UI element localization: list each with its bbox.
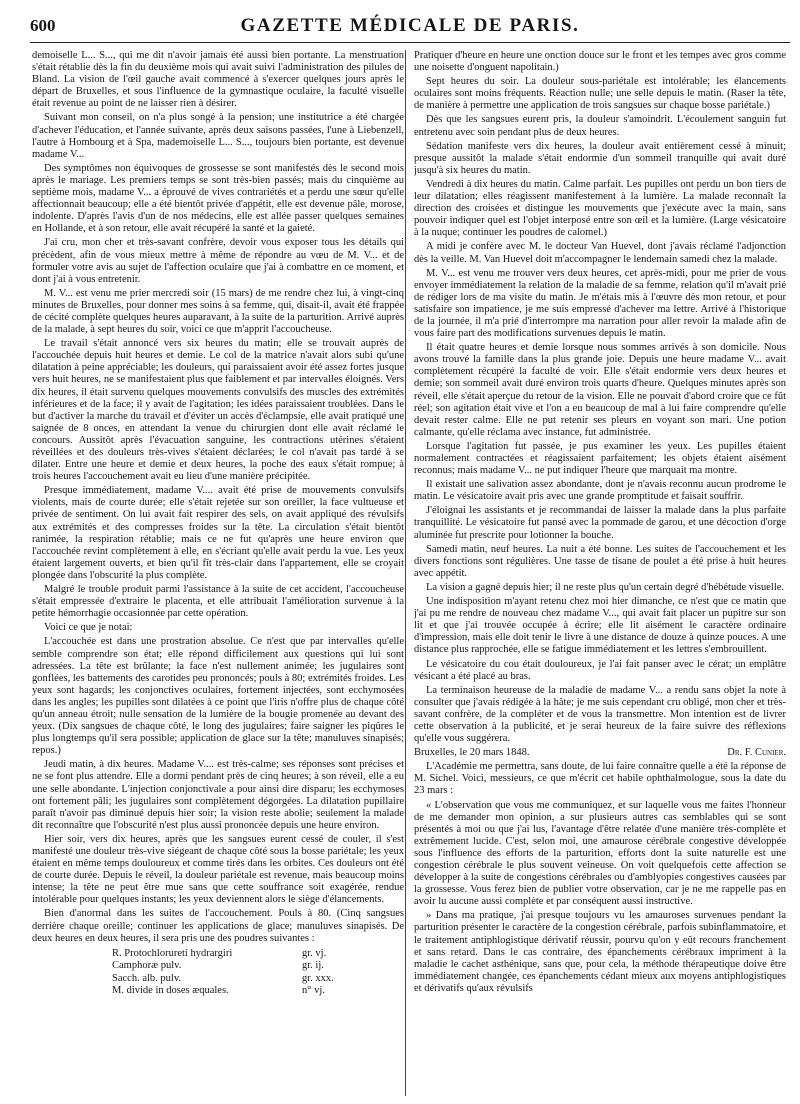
prescription-ingredient: Sacch. alb. pulv. <box>112 972 182 984</box>
prescription-ingredient: Camphoræ pulv. <box>112 960 182 972</box>
page-number: 600 <box>30 16 56 35</box>
paragraph: Le travail s'était annoncé vers six heures du matin; elle se trouvait auprès de l'accouchée depuis huit heures et demie. Le col de la matrice n'avait alors subi qu'une dilatation à peine appréciable; les douleurs, qui paraissaient avoir été assez fortes jusque vers huit heures, ne se manifestaient plus que faiblement et par intervalles éloignés. Vers dix heures, il était survenu quelques mouvements convulsifs des muscles des extrémités inférieures et de la face; il y avait de l'agitation; les idées paraissaient troublées. Dans le but d'activer la marche du travail et d'éviter un accès d'éclampsie, elle avait pratiqué une saignée de 8 onces, en attendant la venue du chirurgien dont elle avait réclamé le concours. Aussitôt après l'évacuation sanguine, les contractions utérines s'étaient réveillées et des douleurs très-vives s'étaient déclarées; le col n'avait pas tardé à se dilater. Entre une heure et demie et deux heures, la poche des eaux s'était rompue; à trois heures l'accouchement avait eu lieu d'une manière précipitée. <box>32 338 404 483</box>
signoff-place-date: Bruxelles, le 20 mars 1848. <box>414 747 530 759</box>
paragraph: Samedi matin, neuf heures. La nuit a été bonne. Les suites de l'accouchement et les divers fonctions sont régulières. Une tasse de tisane de poulet a été prise à huit heures avec appétit. <box>414 543 786 579</box>
prescription <box>32 948 404 998</box>
paragraph: Presque immédiatement, madame V.... avait été prise de mouvements convulsifs violents, mais de courte durée; elle s'était rejetée sur son oreiller, la face vultueuse et privée de sentiment. On lui avait fait respirer des sels, on avait appliqué des révulsifs aux extrémités et des compresses froides sur la tête. La circulation s'était bientôt ranimée, la respiration rétablie; mais ce ne fut qu'après une heure environ que l'accouchée revint complètement à elle, en s'écriant qu'elle avait perdu la vue. Les yeux étaient largement ouverts, et bien qu'il fît très-clair dans l'appartement, elle se croyait plongée dans l'obscurité la plus complète. <box>32 485 404 581</box>
paragraph: Sept heures du soir. La douleur sous-pariétale est intolérable; les élancements oculaires sont moins fréquents. Réaction nulle; une selle depuis le matin. (Raser la tête, de manière à permettre une application de trois sangsues sur chaque bosse pariétale.) <box>414 76 786 112</box>
prescription-line <box>32 960 404 972</box>
left-column <box>32 50 404 1096</box>
prescription-quantity: gr. vj. <box>302 947 327 959</box>
paragraph: Suivant mon conseil, on n'a plus songé à la pension; une institutrice a été chargée d'achever l'éducation, et l'année suivante, après deux saisons passées, l'une à Liebenzell, l'autre à Hombourg et à Spa, mademoiselle L... S..., toujours bien portante, est devenue madame V... <box>32 112 404 160</box>
quoted-paragraph: « L'observation que vous me communiquez, et sur laquelle vous me faites l'honneur de me demander mon opinion, a sur plusieurs autres cas semblables qui se sont présentés à moi ou que j'ai lus, l'avantage d'être relatée d'une manière très-complète et extrêmement lucide. C'est, selon moi, une amaurose cérébrale congestive développée sous l'influence des efforts de la parturition, efforts dont la suite naturelle est une congestion cérébrale le plus souvent veineuse. On voit quelquefois cette affection se développer à la suite de congestions cérébrales ou d'amblyopies congestives causées par la grossesse. Vous ferez bien de publier votre observation, car je ne me rappelle pas en avoir lu aucune aussi complète et par conséquent aussi instructive. <box>414 799 786 908</box>
paragraph: Voici ce que je notai: <box>44 622 133 634</box>
paragraph: Il était quatre heures et demie lorsque nous sommes arrivés à son domicile. Nous avons trouvé la famille dans la plus grande joie. Depuis une heure madame V... avait complètement récupéré la faculté de voir. Elle s'était endormie vers deux heures et demie; son sommeil avait duré environ trois quarts d'heure. Quelques minutes après son réveil, elle s'était aperçue du retour de la vision. Elle ne pouvait d'abord croire que ce fût réel; son agitation était vive et l'on a eu beaucoup de mal à lui faire comprendre qu'elle devait rester calme. Elle ne put retenir ses pleurs en voyant son mari. Une potion calmante, qu'elle réclama avec instance, fut administrée. <box>414 342 786 438</box>
paragraph: Bien d'anormal dans les suites de l'accouchement. Pouls à 80. (Cinq sangsues derrière chaque oreille; continuer les applications de glace; manuluves sinapisés. De deux heures en deux heures, il sera pris une des poudres suivantes : <box>32 908 404 944</box>
paragraph: demoiselle L... S..., qui me dit n'avoir jamais été aussi bien portante. La menstruation s'était rétablie dès la fin du deuxième mois qui avait suivi l'administration des pilules de Bland. La vision de l'œil gauche avait commencé à s'exercer quelques jours après le départ de Bruxelles, et sous l'influence de la gymnastique oculaire, la faculté visuelle était revenue au point de ne laisser rien à désirer. <box>32 50 404 110</box>
prescription-line <box>32 973 404 985</box>
paragraph: Lorsque l'agitation fut passée, je pus examiner les yeux. Les pupilles étaient normalement contractées et réagissaient parfaitement; les objets étaient aisément reconnus; mais madame V... ne put indiquer l'heure que marquait ma montre. <box>414 440 786 477</box>
paragraph: La vision a gagné depuis hier; il ne reste plus qu'un certain degré d'hébétude visuelle. <box>426 581 785 593</box>
paragraph: Hier soir, vers dix heures, après que les sangsues eurent cessé de couler, il s'est manifesté une douleur très-vive siégeant de chaque côté sous la bosse pariétale; les yeux étaient en même temps douloureux et comme tirés dans les orbites. Ces douleurs ont été de courte durée. Depuis le réveil, la douleur pariétale est revenue, mais beaucoup moins intense; la tête ne peut être mue sans que cette souffrance soit exagérée, rendue intolérable pour quelques instants; les yeux deviennent alors le siège d'élancements. <box>32 833 404 906</box>
paragraph: M. V... est venu me trouver vers deux heures, cet après-midi, pour me prier de vous envoyer immédiatement la relation de la maladie de sa femme, relation qu'il m'avait prié de rédiger lors de ma visite du matin. Je m'étais mis à l'œuvre dès mon retour, et pour satisfaire son impatience, je me suis empressé d'achever ma lettre. Arrivé à l'historique de la journée, il m'a prié d'interrompre ma narration pour aller revoir la malade afin de vous faire part des modifications survenues depuis le matin. <box>414 267 786 340</box>
paragraph: Malgré le trouble produit parmi l'assistance à la suite de cet accident, l'accoucheuse s'était empressée d'extraire le placenta, et elle attribuait l'amélioration survenue à la petite hémorrhagie occasionnée par cette opération. <box>32 584 404 620</box>
paragraph: Jeudi matin, à dix heures. Madame V.... est très-calme; ses réponses sont précises et ne se font plus attendre. Elle a dormi pendant près de cinq heures; à son réveil, elle a eu une selle abondante. L'injection conjonctivale a pour ainsi dire disparu; les ecchymoses ont fortement pâli; les jugulaires sont complètement dégorgées. La dilatation pupillaire paraît n'avoir pas diminué depuis hier soir; la vision reste abolie; seulement la malade dit reconnaître que l'obscurité n'est plus aussi prononcée depuis une heure environ. <box>32 759 404 831</box>
paragraph: Une indisposition m'ayant retenu chez moi hier dimanche, ce n'est que ce matin que j'ai pu me rendre de nouveau chez madame V..., qui avait fait placer un pupitre sur son lit et que j'ai trouvée occupée à écrire; elle lit aisément le caractère ordinaire d'impression, mais elle doit tenir le livre à une distance de douze à quinze pouces. A une distance plus rapprochée, elle se fatigue immédiatement et les lettres s'embrouillent. <box>414 596 786 656</box>
paragraph: L'Académie me permettra, sans doute, de lui faire connaître quelle a été la réponse de M. Sichel. Voici, messieurs, ce que m'écrit cet habile ophthalmologue, sous la date du 23 mars : <box>414 761 786 797</box>
author-signature: Dr. F. Cunier. <box>727 747 786 759</box>
prescription-quantity: n° vj. <box>302 984 325 996</box>
paragraph: J'ai cru, mon cher et très-savant confrère, devoir vous exposer tous les détails qui précèdent, afin de vous mieux mettre à même de répondre au vœu de M. V... et de formuler votre avis au sujet de l'affection oculaire que j'ai à combattre en ce moment, et dont j'ai à vous entretenir. <box>32 237 404 285</box>
prescription-ingredient: M. divide in doses æquales. <box>112 984 229 996</box>
paragraph: M. V... est venu me prier mercredi soir (15 mars) de me rendre chez lui, à vingt-cinq minutes de Bruxelles, pour donner mes soins à sa femme, qui, disait-il, avait été frappée de cécité complète quelques heures auparavant, à la suite de la parturition. Arrivé auprès de la malade, à sept heures du soir, voici ce que m'apprit l'accoucheuse. <box>32 287 404 336</box>
column-divider <box>405 50 406 1096</box>
journal-title: GAZETTE MÉDICALE DE PARIS. <box>240 15 580 36</box>
paragraph: A midi je confère avec M. le docteur Van Huevel, dont j'avais réclamé l'adjonction dès la veille. M. Van Huevel doit m'accompagner le lendemain samedi chez la malade. <box>414 241 786 265</box>
paragraph: J'éloignai les assistants et je recommandai de laisser la malade dans la plus parfaite tranquillité. Le vésicatoire fut pansé avec la pommade de garou, et une décoction d'orge aluminée fut prescrite pour lotionner la bouche. <box>414 505 786 541</box>
paragraph: Dès que les sangsues eurent pris, la douleur s'amoindrit. L'écoulement sanguin fut entretenu avec soin pendant plus de deux heures. <box>414 114 786 138</box>
paragraph: L'accouchée est dans une prostration absolue. Ce n'est que par intervalles qu'elle semble comprendre son état; elle répond difficilement aux questions qui lui sont adressées. La tête est brûlante; la face n'est nullement animée; les jugulaires sont gonflées, les battements des carotides peu prononcés; pouls à 80; extrémités froides. Les yeux sont hagards; les conjonctives oculaires, fortement injectées, sont ecchymosées dans les angles; les pupilles sont dilatées à ce point que l'iris n'offre plus de chaque côté qu'un anneau étroit; nulle sensation de la lumière de la bougie promenée au devant des yeux. (Dix sangsues de chaque côté, le long des jugulaires; faire saigner les piqûres le plus longtemps qu'il sera possible; application de glace sur la tête; manuluves sinapisés; repos.) <box>32 636 404 757</box>
paragraph: Le vésicatoire du cou était douloureux, je l'ai fait panser avec le cérat; un emplâtre vésicant a été placé au bras. <box>414 658 786 682</box>
paragraph: Il existait une salivation assez abondante, dont je n'avais reconnu aucun prodrome le matin. Le vésicatoire avait pris avec une grande promptitude et faisait souffrir. <box>414 479 786 503</box>
paragraph: Sédation manifeste vers dix heures, la douleur avait entièrement cessé à minuit; presque aussitôt la malade s'était endormie d'un sommeil tranquille qui avait duré jusqu'à six heures du matin. <box>414 140 786 176</box>
paragraph: Vendredi à dix heures du matin. Calme parfait. Les pupilles ont perdu un bon tiers de leur dilatation; elles réagissent manifestement à la lumière. La malade reconnaît la direction des croisées et distingue les mouvements que j'exécute avec la main, sans pouvoir indiquer quel est l'objet interposé entre son œil et la lumière. (Large vésicatoire à la nuque; continuer les poudres de calomel.) <box>414 178 786 239</box>
prescription-ingredient: R. Protochlorureti hydrargiri <box>112 947 233 959</box>
quoted-paragraph: » Dans ma pratique, j'ai presque toujours vu les amauroses survenues pendant la parturition présenter le caractère de la congestion cérébrale, parfois subinflammatoire, et le traitement antiphlogistique dérivatif réussir, pourvu qu'on y eût recours franchement et sans retard. Dans le cas contraire, des épanchements cérébraux impriment à la maladie le cachet asthénique, sans que, pour cela, la méthode thérapeutique doive être immédiatement changée, ces épanchements cédant mieux aux moyens antiphlogistiques et dérivatifs qu'aux révulsifs <box>414 910 786 994</box>
prescription-line <box>32 948 404 960</box>
paragraph: La terminaison heureuse de la maladie de madame V... a rendu sans objet la note à consulter que j'avais rédigée à la hâte; je me suis cependant cru obligé, mon cher et très-savant confrère, de la compléter et de vous la transmettre. Mon intention est de livrer cette observation à la publicité, et je serai heureux de la faire suivre des réflexions qu'elle vous suggérera. <box>414 684 786 745</box>
page-header <box>30 14 790 43</box>
prescription-quantity: gr. ij. <box>302 960 324 972</box>
signoff-line <box>414 747 786 759</box>
right-column <box>414 50 786 1096</box>
prescription-quantity: gr. xxx. <box>302 972 334 984</box>
prescription-line <box>32 985 404 997</box>
paragraph: Pratiquer d'heure en heure une onction douce sur le front et les tempes avec gros comme une noisette d'onguent napolitain.) <box>414 50 786 74</box>
paragraph: Des symptômes non équivoques de grossesse se sont manifestés dès le second mois après le mariage. Les premiers temps se sont très-bien passés; mais du cinquième au septième mois, madame V... a éprouvé de vives contrariétés et a perdu une sœur qu'elle affectionnait beaucoup; elle a été bientôt privée d'appétit, elle est devenue pâle, morose, indolente. D'après l'avis d'un de nos médecins, elle est allée passer quelques semaines en Hollande, et à son retour, elle avait récupéré la santé et la gaieté. <box>32 162 404 235</box>
